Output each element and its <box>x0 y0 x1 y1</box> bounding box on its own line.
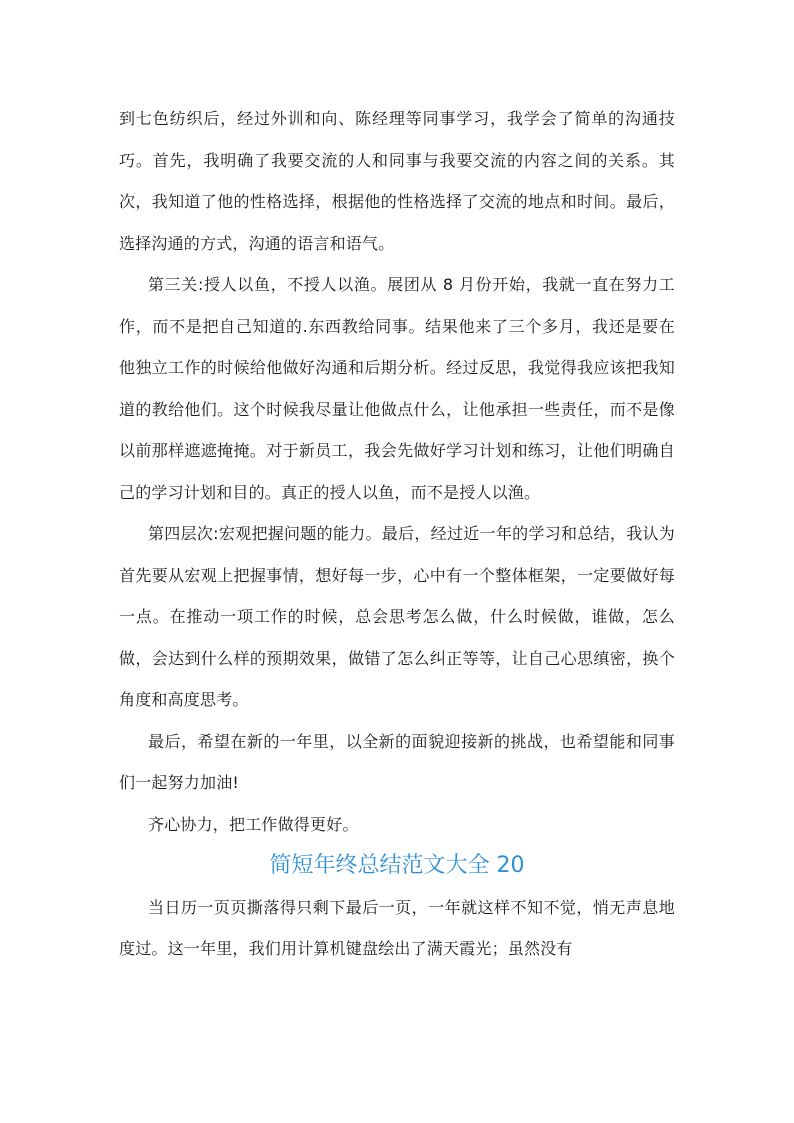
paragraph-calendar-intro: 当日历一页页撕落得只剩下最后一页，一年就这样不知不觉，悄无声息地度过。这一年里，我们用计算机键盘绘出了满天霞光；虽然没有 <box>119 897 675 958</box>
paragraph-level-four: 第四层次:宏观把握问题的能力。最后，经过近一年的学习和总结，我认为首先要从宏观上把握事情，想好每一步，心中有一个整体框架，一定要做好每一点。在推动一项工作的时候，总会思考怎么做，什么时候做，谁做，怎么做，会达到什么样的预期效果，做错了怎么纠正等等，让自己心思缜密，换个角度和高度思考。 <box>119 524 675 709</box>
paragraph-new-year-hope: 最后，希望在新的一年里，以全新的面貌迎接新的挑战，也希望能和同事们一起努力加油! <box>119 731 675 792</box>
paragraph-communication-skills: 到七色纺织后，经过外训和向、陈经理等同事学习，我学会了简单的沟通技巧。首先，我明确了我要交流的人和同事与我要交流的内容之间的关系。其次，我知道了他的性格选择，根据他的性格选择了交流的地点和时间。最后，选择沟通的方式，沟通的语言和语气。 <box>119 109 675 253</box>
document-body <box>119 98 675 970</box>
paragraph-closing: 齐心协力，把工作做得更好。 <box>148 814 359 834</box>
paragraph-level-three: 第三关:授人以鱼，不授人以渔。展团从 8 月份开始，我就一直在努力工作，而不是把自己知道的.东西教给同事。结果他来了三个多月，我还是要在他独立工作的时候给他做好沟通和后期分析。经过反思，我觉得我应该把我知道的教给他们。这个时候我尽量让他做点什么，让他承担一些责任，而不是像以前那样遮遮掩掩。对于新员工，我会先做好学习计划和练习，让他们明确自己的学习计划和目的。真正的授人以鱼，而不是授人以渔。 <box>119 275 675 502</box>
section-title: 简短年终总结范文大全 20 <box>269 853 525 878</box>
